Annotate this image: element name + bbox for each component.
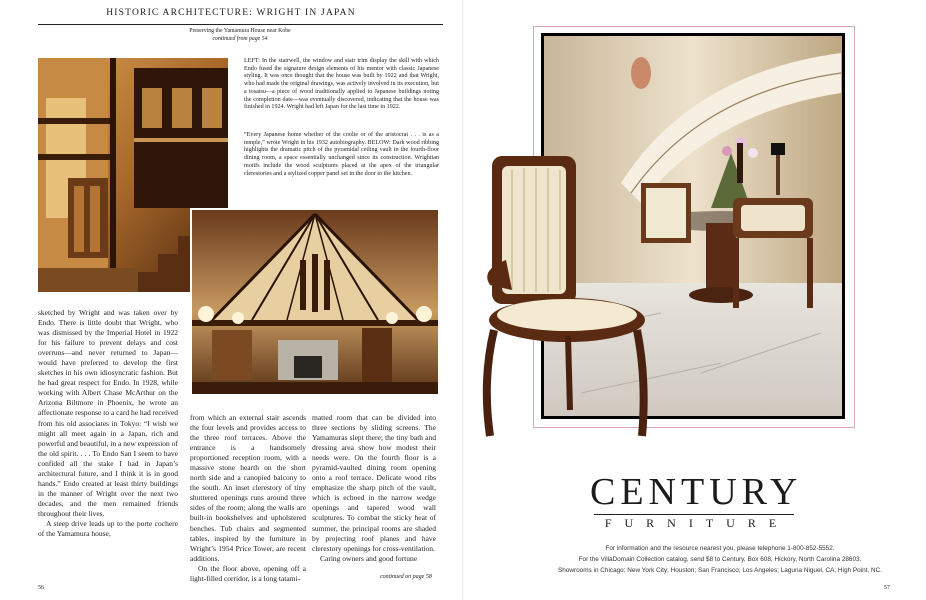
ad-catalog-line: For the VillaDomain Collection catalog, send $8 to Century, Box 608, Hickory, North Carolina 28603. [578, 556, 862, 563]
caption-stairwell: LEFT: In the stairwell, the window and stair trim display the skill with which Endo fused the signature design elements of his mentor with classic Japanese styling. It was once thought that the house was built by 1922 and that Wright, who had made the original drawings, was actively involved in its execution, but a tosatsu—a piece of wood traditionally applied to Japanese buildings noting the completion date—was eventually discovered, indicating that the house was finished in 1924. Wright had left Japan for the last time in 1922. [244, 58, 439, 111]
photo-credit-caption [150, 28, 330, 43]
ad-showrooms-line: Showrooms in Chicago; New York City; Houston; San Francisco; Los Angeles; Laguna Niguel, CA; High Point, NC. [558, 567, 882, 574]
body-column-3 [312, 413, 436, 564]
page-number-right: 57 [884, 585, 890, 591]
body-paragraph: from which an external stair ascends the four levels and provides access to the three roof terraces. Above the entrance is a handsomely proportioned reception room, with a massive stone hearth on the short north side and a canopied balcony to the south. An inset clerestory of tiny shuttered openings runs around three sides of the room; along the walls are built-in bookshelves and upholstered benches. Tub chairs and segmented tables, inspired by the furniture in Wright’s 1954 Price Tower, are recent additions. [190, 413, 306, 563]
body-column-1 [38, 308, 178, 539]
brand-rule [594, 514, 794, 515]
body-paragraph: Caring owners and good fortune [320, 553, 418, 563]
page-gutter [462, 0, 464, 600]
body-paragraph: A steep drive leads up to the porte cochere of the Yamamura house, [38, 518, 178, 539]
dining-room-photo [190, 208, 440, 396]
brand-logo-century: CENTURY [590, 471, 803, 513]
running-header: HISTORIC ARCHITECTURE: WRIGHT IN JAPAN [106, 8, 356, 18]
header-rule [38, 24, 443, 25]
armchair-overlay [472, 150, 652, 440]
ad-phone-line: For information and the resource nearest you, please telephone 1-800-852-5552. [605, 545, 835, 552]
page-number-left: 56 [38, 585, 44, 591]
body-paragraph: sketched by Wright and was taken over by Endo. There is little doubt that Wright, who was dismissed by the Imperial Hotel in 1922 for his failure to prevent delays and cost overruns—and never returned to Japan—would have preferred to develop the first sketches in his own idiosyncratic fashion. But he had great respect for Endo. In 1928, while working with Albert Chase McArthur on the Arizona Biltmore in Phoenix, he wrote an affectionate response to a card he had received from his old associates in Tokyo: “I wish we might all meet again in a Japan, rich and powerful and beautiful, in a new expression of the old spirit. . . . To Endo San I seem to have confided all the stake I had in Japan’s architectural future, and I think it is in good hands.” Endo created at least thirty buildings in the manner of Wright over the next two decades, and the men remained friends throughout their lives. [38, 308, 178, 518]
body-paragraph: matted room that can be divided into three sections by sliding screens. The Yamamuras slept there; the tiny bath and dressing area show how modest their needs were. On the fourth floor is a pyramid-vaulted dining room opening onto a roof terrace. Delicate wood ribs emphasize the sharp pitch of the vault, which is echoed in the narrow wedge openings and tapered wood wall sculptures. To combat the sticky heat of summer, the principal rooms are shaded by projecting roof planes and have clerestory openings for cross-ventilation. [312, 413, 436, 553]
body-paragraph: On the floor above, opening off a light-filled corridor, is a long tatami- [190, 563, 306, 583]
continued-from: continued from page 54 [212, 35, 268, 42]
brand-subtitle: FURNITURE [604, 516, 790, 530]
caption-dining-room: “Every Japanese home whether of the coolie or of the aristocrat . . . is as a temple,” wrote Wright in his 1932 autobiography. BELOW: Dark wood ribbing highlights the dramatic pitch of the pyramidal ceiling vault in the fourth-floor dining room, a space essentially unchanged since its construction. Wrightian motifs include the wood sculptures placed at the apex of the triangular clerestories and a stylized copper panel set in the door to the kitchen. [244, 132, 439, 177]
continued-on: continued on page 58 [380, 574, 432, 580]
photo-subtitle: Preserving the Yamamura House near Kobe [189, 28, 291, 34]
body-column-2 [190, 413, 306, 584]
